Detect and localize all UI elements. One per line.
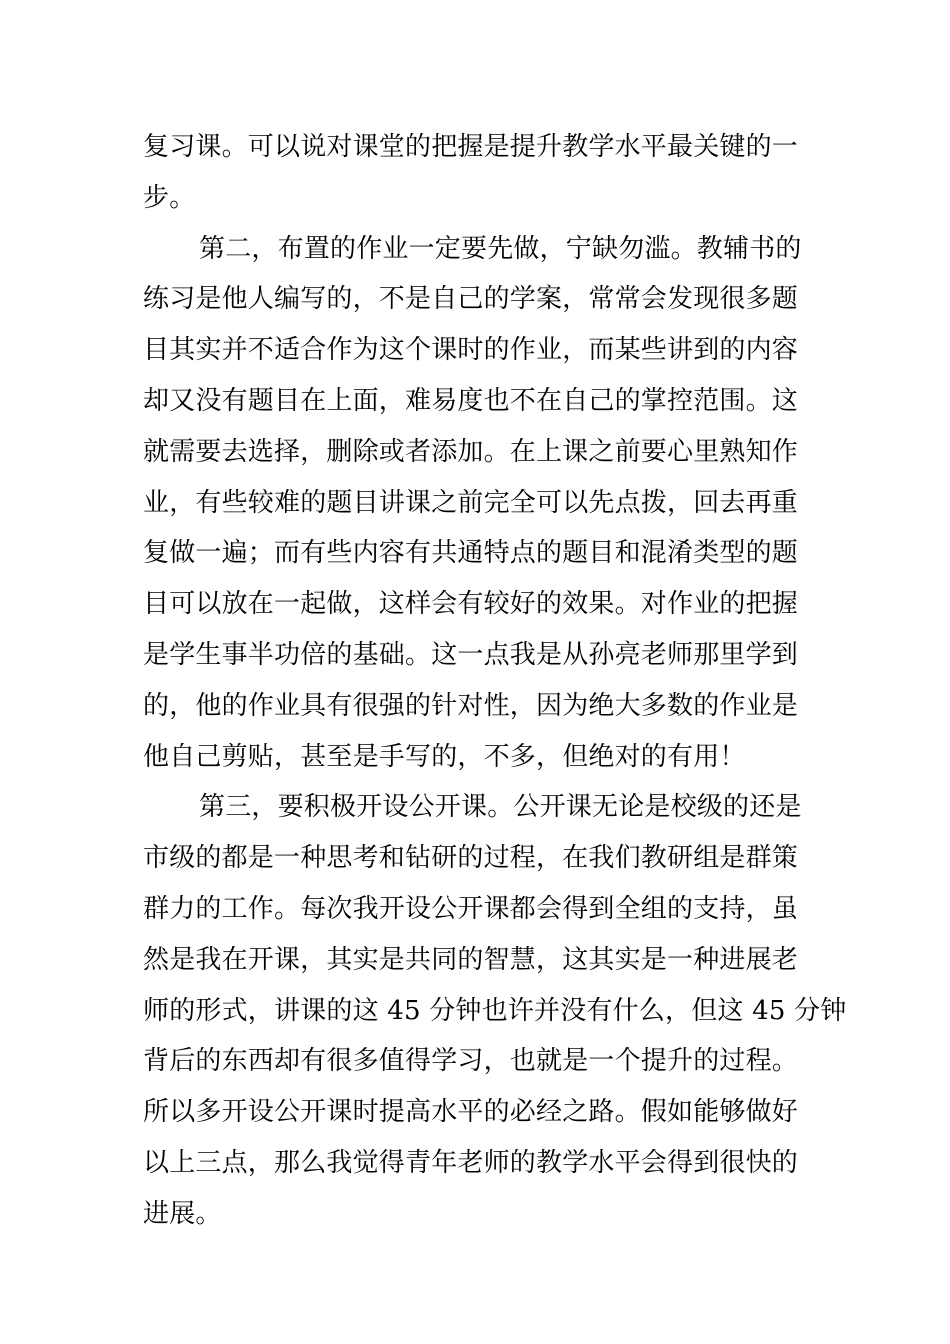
text-line: 复习课。可以说对课堂的把握是提升教学水平最关键的一: [143, 132, 799, 162]
text-line: 第三，要积极开设公开课。公开课无论是校级的还是: [199, 792, 802, 823]
text-line: 是学生事半功倍的基础。这一点我是从孙亮老师那里学到: [143, 639, 799, 670]
text-line: 业，有些较难的题目讲课之前完全可以先点拨，回去再重: [143, 487, 799, 518]
text-line: 的，他的作业具有很强的针对性，因为绝大多数的作业是: [143, 690, 799, 721]
text-line: 第二，布置的作业一定要先做，宁缺勿滥。教辅书的: [199, 233, 802, 264]
text-line: 目可以放在一起做，这样会有较好的效果。对作业的把握: [143, 589, 799, 620]
text-line: 背后的东西却有很多值得学习，也就是一个提升的过程。: [143, 1046, 799, 1077]
paragraph-2: [143, 224, 807, 783]
text-line: 市级的都是一种思考和钻研的过程，在我们教研组是群策: [143, 843, 799, 874]
text-line: 步。: [143, 182, 196, 213]
text-line: 然是我在开课，其实是共同的智慧，这其实是一种进展老: [143, 944, 799, 975]
text-line: 就需要去选择，删除或者添加。在上课之前要心里熟知作: [143, 436, 799, 467]
text-line: 进展。: [143, 1198, 222, 1229]
text-line: 练习是他人编写的，不是自己的学案，常常会发现很多题: [143, 284, 799, 315]
text-line: 复做一遍；而有些内容有共通特点的题目和混淆类型的题: [143, 538, 799, 569]
paragraph-1: [143, 122, 807, 224]
text-line: 群力的工作。每次我开设公开课都会得到全组的支持，虽: [143, 893, 799, 924]
text-line: 却又没有题目在上面，难易度也不在自己的掌控范围。这: [143, 385, 799, 416]
text-line: 所以多开设公开课时提高水平的必经之路。假如能够做好: [143, 1097, 799, 1128]
text-line: 目其实并不适合作为这个课时的作业，而某些讲到的内容: [143, 335, 799, 366]
text-line: 以上三点，那么我觉得青年老师的教学水平会得到很快的: [143, 1147, 799, 1178]
body-text: [143, 122, 847, 1240]
paragraph-3: [143, 782, 847, 1239]
text-line: 他自己剪贴，甚至是手写的，不多，但绝对的有用！: [143, 741, 746, 772]
text-line: 师的形式，讲课的这 45 分钟也许并没有什么，但这 45 分钟: [143, 995, 847, 1026]
